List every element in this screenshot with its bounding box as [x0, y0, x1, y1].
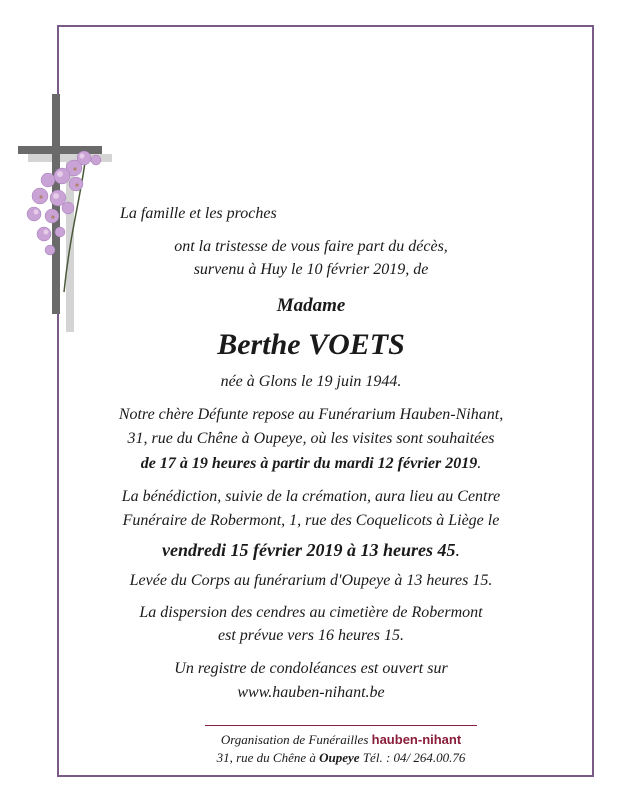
visiting-hours: de 17 à 19 heures à partir du mardi 12 février 2019. — [140, 455, 482, 472]
footer-divider — [205, 725, 477, 726]
honorific: Madame — [276, 295, 346, 316]
intro-text: La famille et les proches — [120, 205, 277, 222]
ceremony-line-2: Funéraire de Robermont, 1, rue des Coquelicots à Liège le — [122, 512, 500, 529]
levee-text: Levée du Corps au funérarium d'Oupeye à 13 heures 15. — [129, 572, 493, 589]
footer-organization: Organisation de Funérailles hauben-nihant — [220, 732, 462, 747]
repose-line-1: Notre chère Défunte repose au Funérarium Hauben-Nihant, — [118, 406, 504, 423]
birth-text: née à Glons le 19 juin 1944. — [220, 373, 402, 390]
ceremony-date: vendredi 15 février 2019 à 13 heures 45. — [162, 540, 460, 560]
deceased-name: Berthe VOETS — [217, 328, 405, 361]
register-url[interactable]: www.hauben-nihant.be — [237, 684, 385, 701]
visiting-hours-text: de 17 à 19 heures à partir du mardi 12 février 2019 — [140, 455, 478, 472]
footer-town: Oupeye — [319, 750, 360, 765]
brand-logo-text: hauben-nihant — [371, 732, 462, 747]
footer-address: 31, rue du Chêne à Oupeye Tél. : 04/ 264.00.76 — [216, 750, 466, 765]
announcement-line-2: survenu à Huy le 10 février 2019, de — [193, 261, 429, 278]
announcement-line-1: ont la tristesse de vous faire part du décès, — [174, 238, 448, 255]
repose-line-2: 31, rue du Chêne à Oupeye, où les visites sont souhaitées — [127, 430, 495, 447]
ceremony-date-text: vendredi 15 février 2019 à 13 heures 45 — [162, 540, 456, 560]
dispersion-line-1: La dispersion des cendres au cimetière de Robermont — [139, 604, 483, 621]
register-line-1: Un registre de condoléances est ouvert sur — [174, 660, 448, 677]
ceremony-line-1: La bénédiction, suivie de la crémation, aura lieu au Centre — [121, 488, 501, 505]
dispersion-line-2: est prévue vers 16 heures 15. — [217, 627, 405, 644]
